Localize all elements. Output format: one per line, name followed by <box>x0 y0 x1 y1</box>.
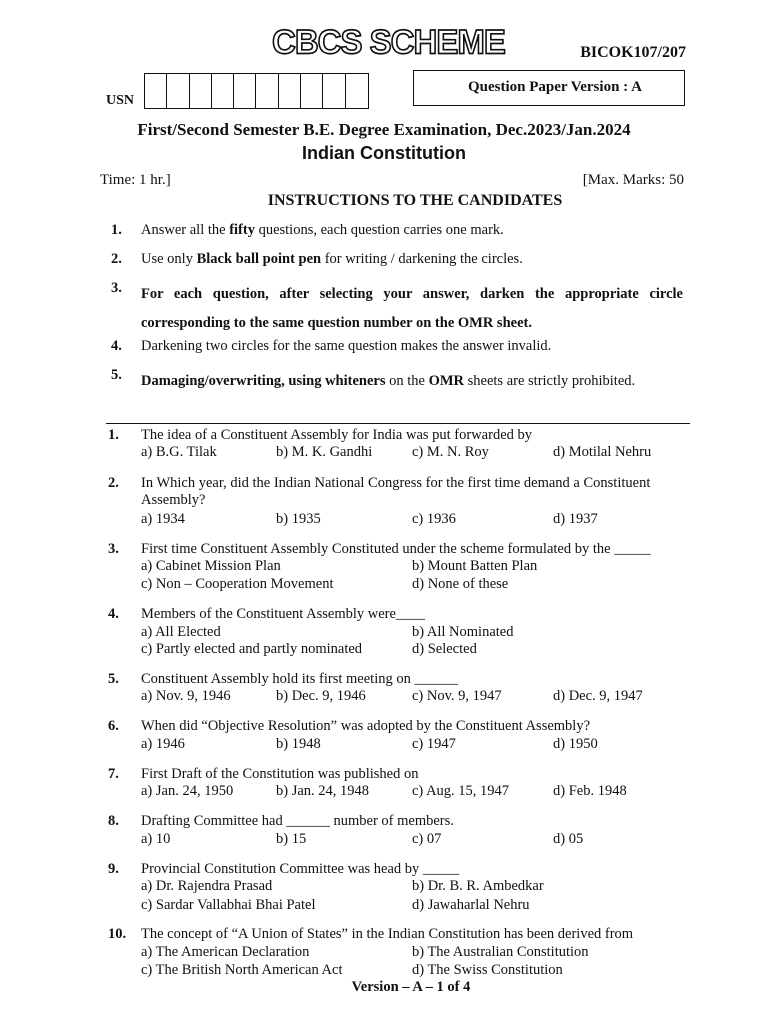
question-number: 4. <box>108 606 119 622</box>
option-b: b) Dr. B. R. Ambedkar <box>412 878 544 894</box>
option-a: a) Cabinet Mission Plan <box>141 558 281 574</box>
instruction-text: Answer all the fifty questions, each question carries one mark. <box>141 222 504 238</box>
subject-title: Indian Constitution <box>302 143 466 163</box>
option-b: b) All Nominated <box>412 624 514 640</box>
exam-title: First/Second Semester B.E. Degree Examination, Dec.2023/Jan.2024 <box>137 120 631 139</box>
question-text: In Which year, did the Indian National Congress for the first time demand a Constituent Assembly? <box>141 475 651 508</box>
option-d: d) 1950 <box>553 736 598 752</box>
question-paper-version: Question Paper Version : A <box>468 79 642 95</box>
option-b: b) M. K. Gandhi <box>276 444 373 460</box>
question-text: The idea of a Constituent Assembly for India was put forwarded by <box>141 427 533 443</box>
instruction-number: 3. <box>111 280 122 296</box>
option-d: d) Dec. 9, 1947 <box>553 688 643 704</box>
option-a: a) Dr. Rajendra Prasad <box>141 878 273 894</box>
option-a: a) Jan. 24, 1950 <box>141 783 234 799</box>
question-number: 8. <box>108 813 119 829</box>
usn-cell[interactable] <box>212 74 234 108</box>
question-text: First Draft of the Constitution was published on <box>141 766 419 782</box>
option-a: a) Nov. 9, 1946 <box>141 688 231 704</box>
instruction-text: Damaging/overwriting, using whiteners on the OMR sheets are strictly prohibited. <box>141 373 636 389</box>
question-text: First time Constituent Assembly Constituted under the scheme formulated by the _____ <box>141 541 651 557</box>
usn-cell[interactable] <box>279 74 301 108</box>
option-c: c) Aug. 15, 1947 <box>412 783 510 799</box>
question-text: Constituent Assembly hold its first meeting on ______ <box>141 671 458 687</box>
question-text: When did “Objective Resolution” was adopted by the Constituent Assembly? <box>141 718 591 734</box>
option-a: a) All Elected <box>141 624 221 640</box>
instruction-number: 5. <box>111 367 122 383</box>
option-b: b) Jan. 24, 1948 <box>276 783 370 799</box>
question-number: 7. <box>108 766 119 782</box>
option-d: d) Selected <box>412 641 477 657</box>
question-text: The concept of “A Union of States” in the Indian Constitution has been derived from <box>141 926 634 942</box>
usn-cell[interactable] <box>301 74 323 108</box>
question-text: Members of the Constituent Assembly were____ <box>141 606 425 622</box>
option-c: c) 07 <box>412 831 442 847</box>
usn-box-grid[interactable] <box>144 73 369 109</box>
question-number: 3. <box>108 541 119 557</box>
instruction-text: Darkening two circles for the same question makes the answer invalid. <box>141 338 552 354</box>
option-d: d) The Swiss Constitution <box>412 962 563 978</box>
usn-cell[interactable] <box>145 74 167 108</box>
option-b: b) Mount Batten Plan <box>412 558 538 574</box>
option-c: c) The British North American Act <box>141 962 343 978</box>
option-c: c) 1947 <box>412 736 456 752</box>
usn-cell[interactable] <box>256 74 278 108</box>
option-d: d) 1937 <box>553 511 598 527</box>
time-allowed: Time: 1 hr.] <box>100 172 171 188</box>
question-number: 6. <box>108 718 119 734</box>
instructions-heading: INSTRUCTIONS TO THE CANDIDATES <box>267 192 563 209</box>
option-b: b) 1948 <box>276 736 321 752</box>
question-text: Provincial Constitution Committee was head by _____ <box>141 861 460 877</box>
option-a: a) 1934 <box>141 511 185 527</box>
instruction-number: 1. <box>111 222 122 238</box>
question-number: 5. <box>108 671 119 687</box>
usn-label: USN <box>106 93 135 108</box>
max-marks: [Max. Marks: 50 <box>582 172 684 188</box>
instruction-number: 2. <box>111 251 122 267</box>
option-d: d) Feb. 1948 <box>553 783 627 799</box>
instruction-text: For each question, after selecting your answer, darken the appropriate circle corresponding to the same question number on the OMR sheet. <box>141 286 683 331</box>
course-code: BICOK107/207 <box>580 44 686 61</box>
option-b: b) Dec. 9, 1946 <box>276 688 366 704</box>
option-c: c) Non – Cooperation Movement <box>141 576 334 592</box>
usn-cell[interactable] <box>323 74 345 108</box>
question-number: 1. <box>108 427 119 443</box>
option-a: a) 10 <box>141 831 171 847</box>
option-a: a) 1946 <box>141 736 185 752</box>
option-d: d) None of these <box>412 576 509 592</box>
usn-cell[interactable] <box>190 74 212 108</box>
option-b: b) The Australian Constitution <box>412 944 589 960</box>
question-paper-version-box <box>413 70 685 106</box>
question-number: 9. <box>108 861 119 877</box>
option-b: b) 1935 <box>276 511 321 527</box>
instruction-text: Use only Black ball point pen for writing / darkening the circles. <box>141 251 523 267</box>
instruction-number: 4. <box>111 338 122 354</box>
option-c: c) Nov. 9, 1947 <box>412 688 502 704</box>
usn-cell[interactable] <box>234 74 256 108</box>
question-text: Drafting Committee had ______ number of members. <box>141 813 454 829</box>
question-number: 2. <box>108 475 119 491</box>
page-footer: Version – A – 1 of 4 <box>351 979 471 995</box>
option-d: d) Jawaharlal Nehru <box>412 897 530 913</box>
option-c: c) Partly elected and partly nominated <box>141 641 363 657</box>
option-d: d) 05 <box>553 831 584 847</box>
question-number: 10. <box>108 926 127 942</box>
option-d: d) Motilal Nehru <box>553 444 652 460</box>
usn-cell[interactable] <box>346 74 368 108</box>
option-c: c) 1936 <box>412 511 456 527</box>
usn-cell[interactable] <box>167 74 189 108</box>
cbcs-scheme-logo: CBCS SCHEME <box>272 22 505 61</box>
option-a: a) B.G. Tilak <box>141 444 217 460</box>
option-c: c) M. N. Roy <box>412 444 489 460</box>
option-b: b) 15 <box>276 831 307 847</box>
divider <box>106 423 690 424</box>
option-c: c) Sardar Vallabhai Bhai Patel <box>141 897 316 913</box>
option-a: a) The American Declaration <box>141 944 310 960</box>
